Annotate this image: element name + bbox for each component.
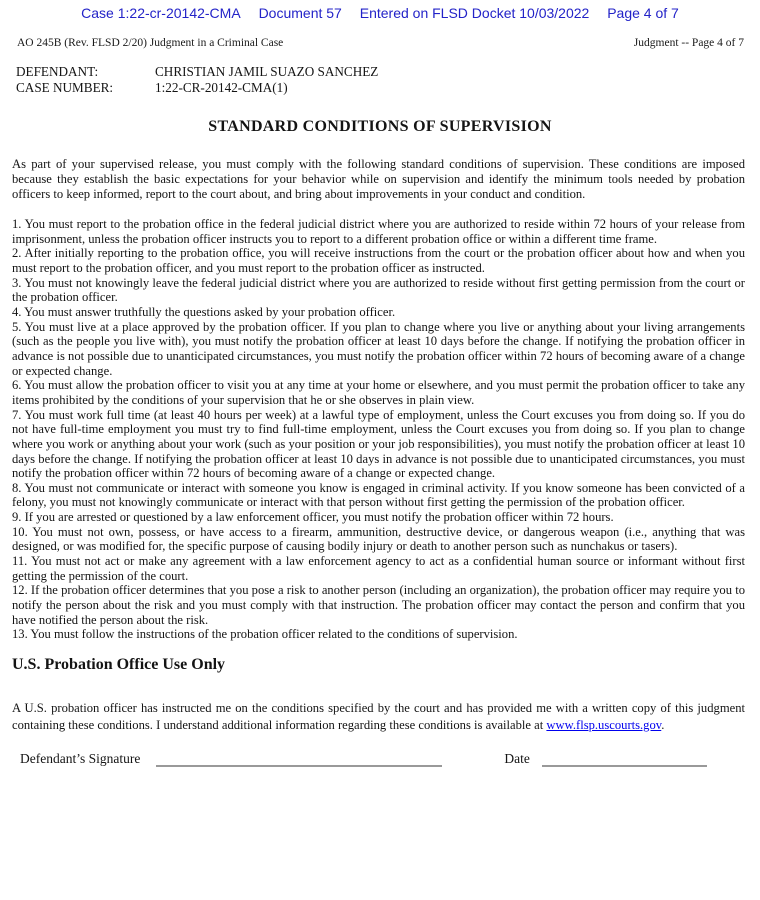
condition-item-11: 11. You must not act or make any agreement with a law enforcement agency to act as a confidential human source or informant without first getting the permission of the court. [12,554,745,583]
condition-item-2: 2. After initially reporting to the probation office, you will receive instructions from the court or the probation officer about how and when you must report to the probation officer, and you must report to the probation officer as instructed. [12,246,745,275]
case-info-block [0,64,760,95]
form-number-label: AO 245B (Rev. FLSD 2/20) Judgment in a Criminal Case [17,37,284,49]
ecf-docket-entry: Entered on FLSD Docket 10/03/2022 [359,5,590,21]
date-label: Date [504,751,530,767]
probation-office-heading: U.S. Probation Office Use Only [12,656,226,674]
condition-item-6: 6. You must allow the probation officer to visit you at any time at your home or elsewhere, and you must permit the probation officer to take any items prohibited by the conditions of your supervision that he or she observes in plain view. [12,378,745,407]
condition-item-7: 7. You must work full time (at least 40 hours per week) at a lawful type of employment, unless the Court excuses you from doing so. If you do not have full-time employment you must try to find full-time employment, unless the Court excuses you from doing so. If you plan to change where you work or anything about your work (such as your position or your job responsibilities), you must notify the probation officer at least 10 days before the change. If notifying the probation officer at least 10 days in advance is not possible due to unanticipated circumstances, you must notify the probation officer within 72 hours of becoming aware of a change or expected change. [12,407,745,481]
condition-item-4: 4. You must answer truthfully the questions asked by your probation officer. [12,304,396,319]
ecf-page-number: Page 4 of 7 [607,5,679,21]
condition-item-12: 12. If the probation officer determines that you pose a risk to another person (including an organization), the probation officer may require you to notify the person about the risk and you must comply with that instruction. The probation officer may contact the person and confirm that you have notified the person about the risk. [12,583,745,627]
condition-item-13: 13. You must follow the instructions of the probation officer related to the conditions of supervision. [12,627,518,642]
date-line [542,751,707,767]
intro-paragraph: As part of your supervised release, you must comply with the following standard conditions of supervision. These conditions are imposed because they establish the basic expectations for your behavior while on supervision and identify the minimum tools needed by probation officers to keep informed, report to the court about, and bring about improvements in your conduct and condition. [12,157,745,201]
condition-item-3: 3. You must not knowingly leave the federal judicial district where you are authorized to reside without first getting permission from the court or the probation officer. [12,275,745,305]
judgment-page-label: Judgment -- Page 4 of 7 [633,37,744,49]
probation-officer-paragraph [12,700,745,733]
conditions-list [12,217,745,642]
probation-paragraph-text: A U.S. probation officer has instructed me on the conditions specified by the court and has provided me with a written copy of this judgment containing these conditions. I understand additional information regarding these conditions is available at [12,701,745,732]
flsp-uscourts-link[interactable]: www.flsp.uscourts.gov [546,717,662,732]
defendant-signature-label: Defendant’s Signature [20,751,141,767]
signature-row [20,751,740,767]
defendant-signature-line [156,751,442,767]
ecf-document-number: Document 57 [258,5,342,21]
condition-item-10: 10. You must not own, possess, or have access to a firearm, ammunition, destructive device, or dangerous weapon (i.e., anything that was designed, or was modified for, the specific purpose of causing bodily injury or death to another person such as nunchakus or tasers). [12,524,745,554]
condition-item-9: 9. If you are arrested or questioned by a law enforcement officer, you must notify the probation officer within 72 hours. [12,510,614,525]
defendant-label: DEFENDANT: [16,64,99,79]
ecf-stamp-header [0,0,760,21]
condition-item-8: 8. You must not communicate or interact with someone you know is engaged in criminal activity. If you know someone has been convicted of a felony, you must not knowingly communicate or interact with that person without first getting the permission of the probation officer. [12,480,745,510]
defendant-name: CHRISTIAN JAMIL SUAZO SANCHEZ [155,64,379,79]
probation-paragraph-period: . [661,717,665,732]
ecf-case-number: Case 1:22-cr-20142-CMA [81,5,241,21]
case-number-value: 1:22-CR-20142-CMA(1) [155,79,288,95]
form-header [0,37,760,49]
page-title: STANDARD CONDITIONS OF SUPERVISION [208,118,552,135]
condition-item-5: 5. You must live at a place approved by the probation officer. If you plan to change where you live or anything about your living arrangements (such as the people you live with), you must notify the probation officer at least 10 days before the change. If notifying the probation officer in advance is not possible due to unanticipated circumstances, you must notify the probation officer within 72 hours of becoming aware of a change or expected change. [12,319,745,378]
case-number-label: CASE NUMBER: [16,79,114,95]
defendant-row [16,64,760,80]
condition-item-1: 1. You must report to the probation office in the federal judicial district where you are authorized to reside within 72 hours of your release from imprisonment, unless the probation officer instructs you to report to a different probation office or within a different time frame. [12,217,745,246]
case-number-row [16,80,760,96]
